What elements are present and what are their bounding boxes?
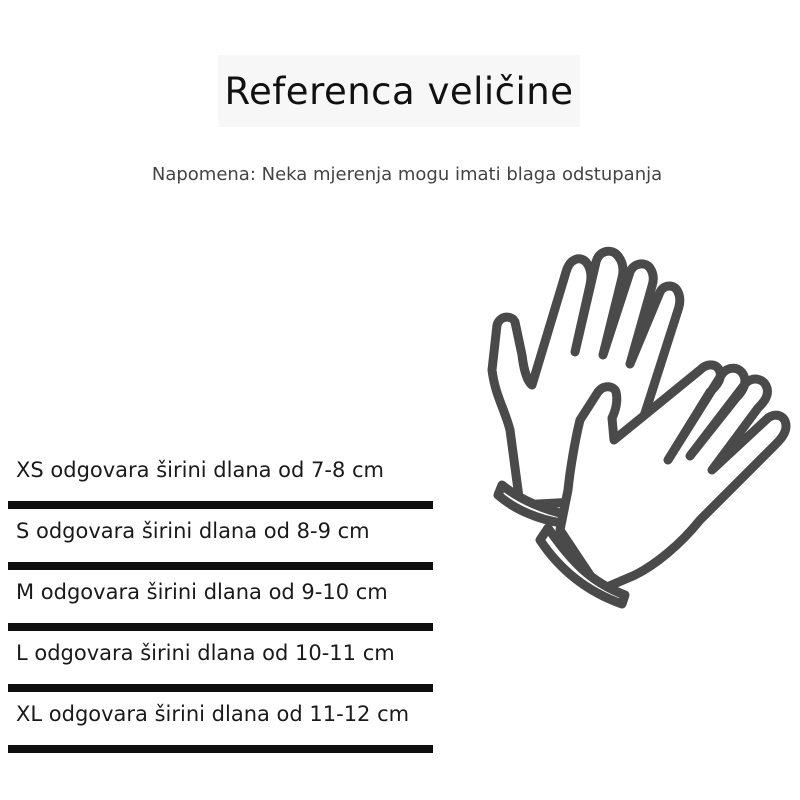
- size-label-xs: XS odgovara širini dlana od 7-8 cm: [16, 458, 385, 482]
- front-glove-icon: [560, 365, 786, 590]
- divider-bar: [8, 501, 433, 509]
- divider-bar: [8, 623, 433, 631]
- size-label-xl: XL odgovara širini dlana od 11-12 cm: [16, 702, 410, 726]
- size-row-m: [0, 570, 445, 631]
- size-list: [0, 448, 445, 753]
- title-banner: [218, 55, 580, 127]
- size-row-s: [0, 509, 445, 570]
- gloves-icon: [480, 240, 800, 620]
- divider-bar: [8, 684, 433, 692]
- divider-bar: [8, 745, 433, 753]
- divider-bar: [8, 562, 433, 570]
- size-row-l: [0, 631, 445, 692]
- size-label-l: L odgovara širini dlana od 10-11 cm: [16, 641, 395, 665]
- size-row-xs: [0, 448, 445, 509]
- size-label-s: S odgovara širini dlana od 8-9 cm: [16, 519, 370, 543]
- size-row-xl: [0, 692, 445, 753]
- size-label-m: M odgovara širini dlana od 9-10 cm: [16, 580, 388, 604]
- measurement-note: Napomena: Neka mjerenja mogu imati blaga odstupanja: [151, 164, 663, 185]
- page-title: Referenca veličine: [224, 69, 574, 113]
